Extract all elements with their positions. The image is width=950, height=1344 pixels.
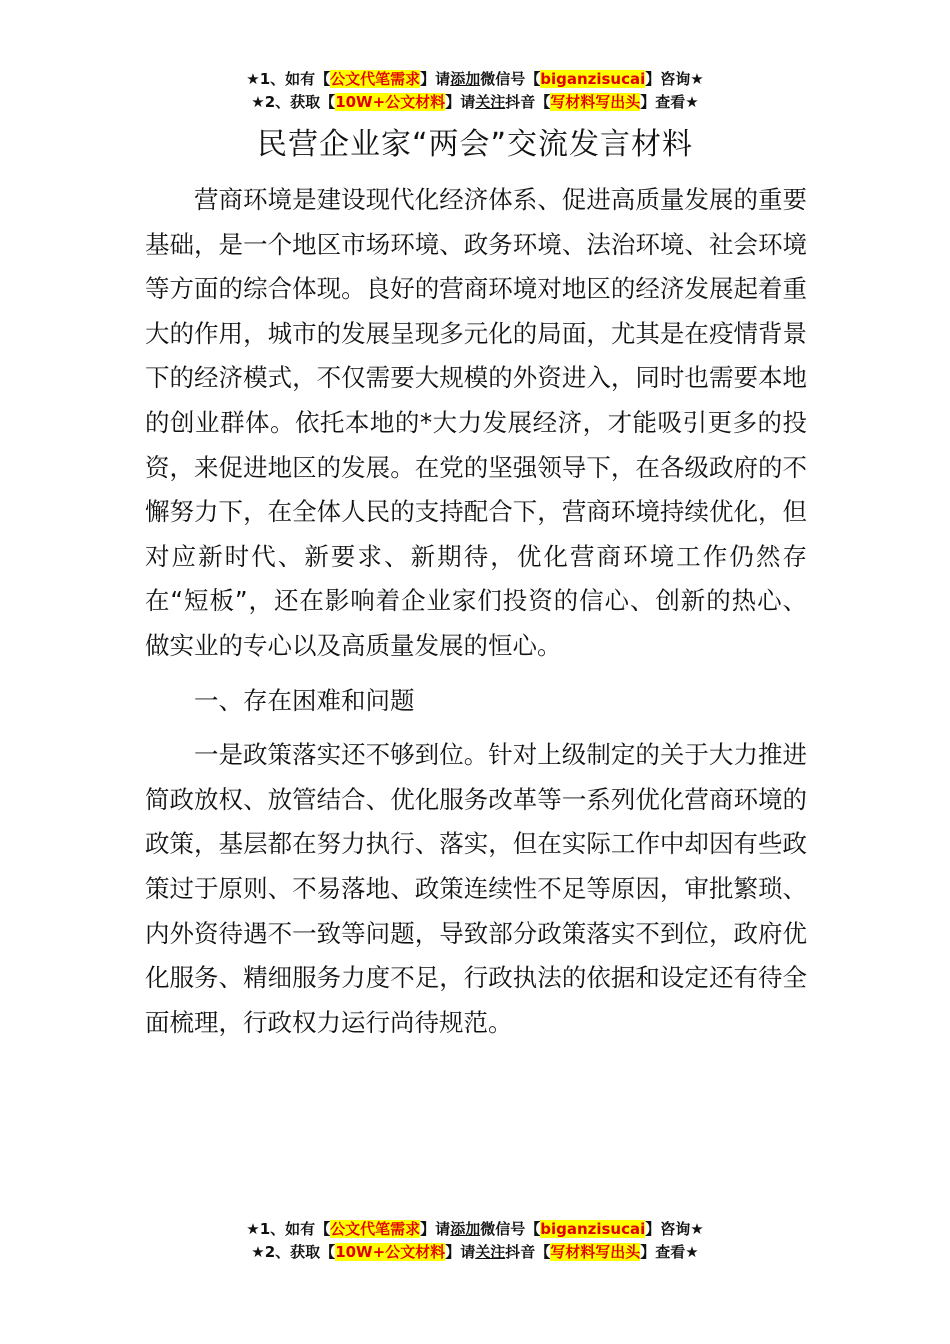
banner-wechat-id: biganzisucai: [540, 70, 646, 88]
banner-text: 抖音【: [505, 93, 551, 111]
footer-banner: [0, 1218, 950, 1264]
paragraph-intro: 营商环境是建设现代化经济体系、促进高质量发展的重要基础，是一个地区市场环境、政务环境、法治环境、社会环境等方面的综合体现。良好的营商环境对地区的经济发展起着重大的作用，城市的发展呈现多元化的局面，尤其是在疫情背景下的经济模式，不仅需要大规模的外资进入，同时也需要本地的创业群体。依托本地的*大力发展经济，才能吸引更多的投资，来促进地区的发展。在党的坚强领导下，在各级政府的不懈努力下，在全体人民的支持配合下，营商环境持续优化，但对应新时代、新要求、新期待，优化营商环境工作仍然存在“短板”，还在影响着企业家们投资的信心、创新的热心、做实业的专心以及高质量发展的恒心。: [145, 185, 807, 660]
section-heading: 一、存在困难和问题: [194, 685, 415, 715]
banner-text: 】请: [420, 70, 451, 88]
banner-text: 】咨询★: [645, 1220, 704, 1238]
banner-text: 】查看★: [640, 93, 699, 111]
banner-text: ★2、获取【: [251, 1243, 336, 1261]
banner-highlight: 公文代笔需求: [330, 1220, 421, 1238]
banner-text: 】请: [420, 1220, 451, 1238]
banner-text: ★1、如有【: [246, 70, 331, 88]
banner-underline: 关注: [475, 93, 506, 111]
paragraph-policy: 一是政策落实还不够到位。针对上级制定的关于大力推进简政放权、放管结合、优化服务改革等一系列优化营商环境的政策，基层都在努力执行、落实，但在实际工作中却因有些政策过于原则、不易落地、政策连续性不足等原因，审批繁琐、内外资待遇不一致等问题，导致部分政策落实不到位，政府优化服务、精细服务力度不足，行政执法的依据和设定还有待全面梳理，行政权力运行尚待规范。: [145, 740, 807, 1037]
banner-text: 】咨询★: [645, 70, 704, 88]
banner-text: ★2、获取【: [251, 93, 336, 111]
document-body: [145, 178, 807, 1045]
banner-underline: 添加: [450, 1220, 481, 1238]
banner-text: 】请: [445, 1243, 476, 1261]
banner-highlight: 公文代笔需求: [330, 70, 421, 88]
banner-wechat-id: biganzisucai: [540, 1220, 646, 1238]
document-title: 民营企业家“两会”交流发言材料: [256, 127, 694, 162]
header-banner-line-2: [0, 91, 950, 114]
banner-underline: 关注: [475, 1243, 506, 1261]
banner-douyin-id: 写材料写出头: [550, 1243, 641, 1261]
banner-text: 微信号【: [480, 70, 541, 88]
banner-text: ★1、如有【: [246, 1220, 331, 1238]
header-banner: [0, 68, 950, 114]
footer-banner-line-1: [0, 1218, 950, 1241]
header-banner-line-1: [0, 68, 950, 91]
banner-text: 微信号【: [480, 1220, 541, 1238]
banner-highlight: 10W+公文材料: [335, 93, 446, 111]
banner-douyin-id: 写材料写出头: [550, 93, 641, 111]
banner-text: 】请: [445, 93, 476, 111]
banner-text: 抖音【: [505, 1243, 551, 1261]
banner-text: 】查看★: [640, 1243, 699, 1261]
banner-highlight: 10W+公文材料: [335, 1243, 446, 1261]
banner-underline: 添加: [450, 70, 481, 88]
footer-banner-line-2: [0, 1241, 950, 1264]
